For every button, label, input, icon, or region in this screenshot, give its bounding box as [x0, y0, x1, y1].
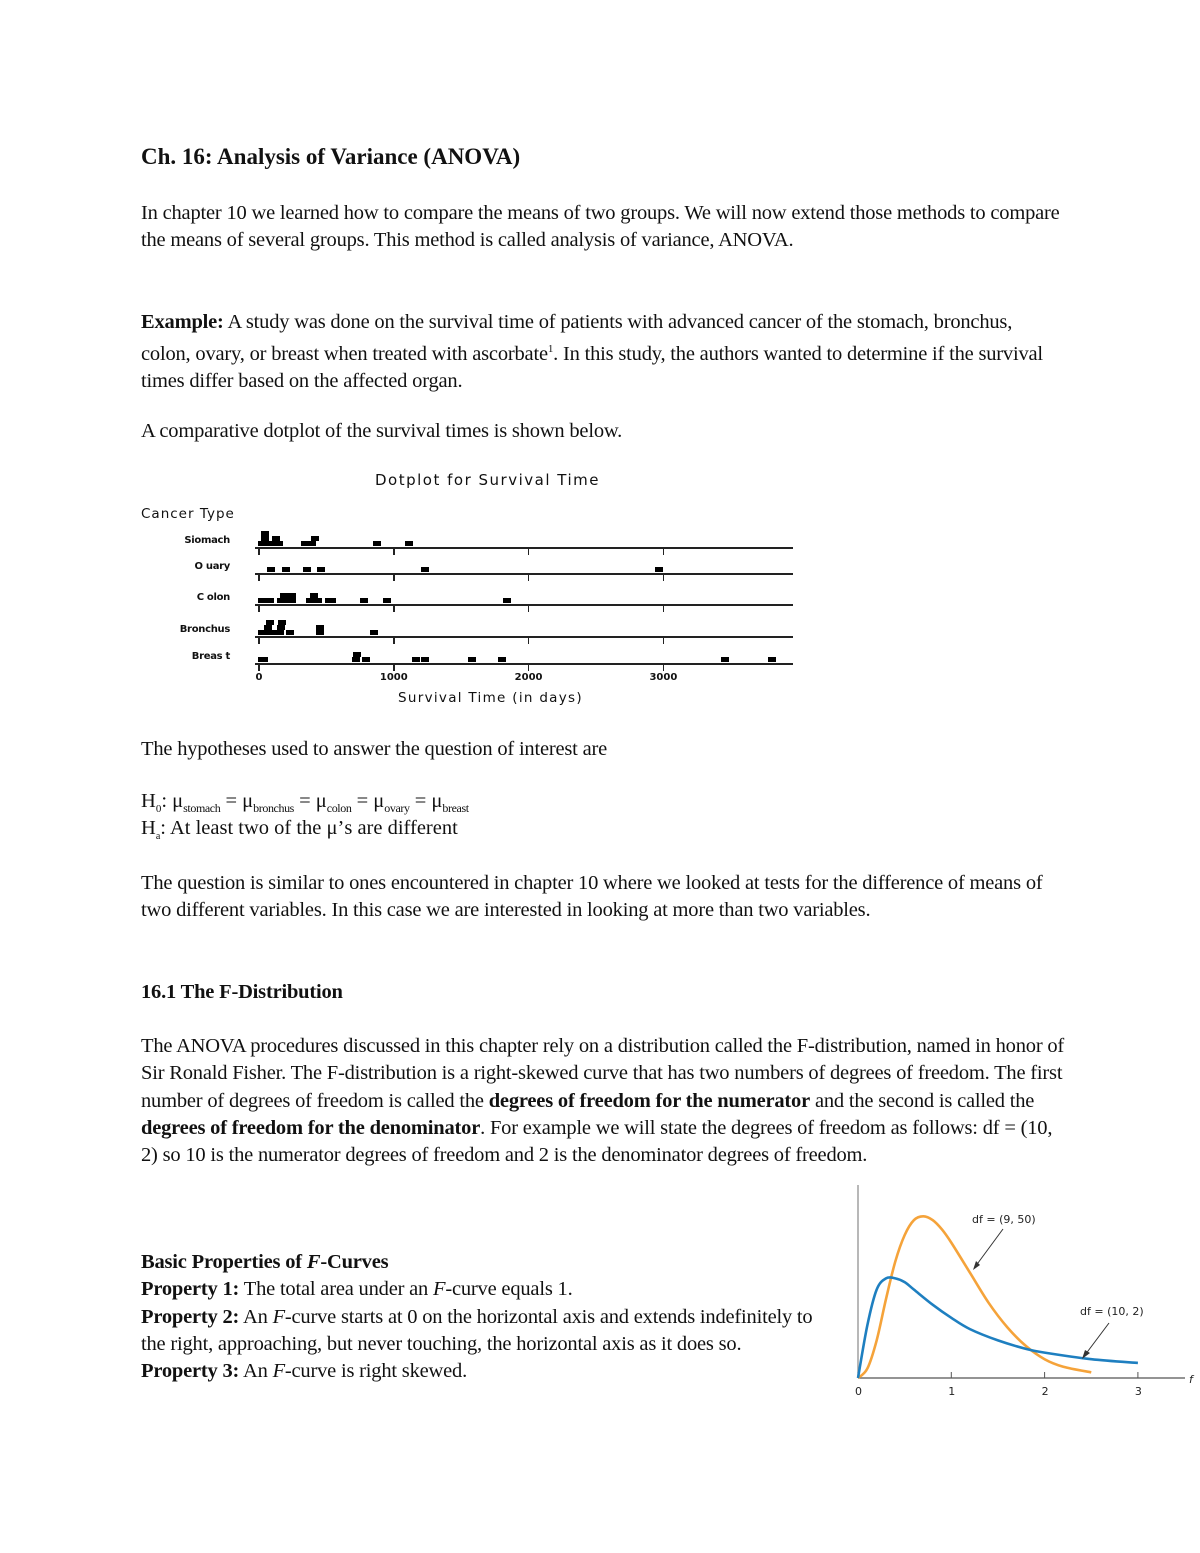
property-f: F	[272, 1360, 285, 1383]
fdist-bold-1: degrees of freedom for the numerator	[488, 1089, 811, 1112]
dotplot-tick	[663, 637, 665, 644]
dotplot-tick-label: 0	[255, 672, 263, 683]
dotplot-category-label: O uary	[194, 561, 230, 572]
dotplot-tick	[528, 574, 530, 581]
mu-subscript: breast	[442, 801, 469, 816]
mu-symbol: μ	[373, 790, 385, 812]
dotplot-tick	[393, 637, 395, 644]
property-text: -curve equals 1.	[445, 1278, 573, 1301]
dotplot-dot	[362, 657, 370, 662]
property-text: -curve is right skewed.	[284, 1360, 468, 1383]
dotplot-tick	[528, 664, 530, 671]
dotplot-dot	[317, 567, 325, 572]
alternative-hypothesis	[141, 817, 458, 842]
f-distribution-paragraph	[141, 1033, 1066, 1169]
dotplot-dot	[314, 598, 322, 603]
dotplot-tick	[258, 664, 260, 671]
dotplot-dot	[266, 620, 274, 625]
arrow-df-10-2	[1085, 1323, 1109, 1355]
dotplot-x-label: Survival Time (in days)	[398, 690, 583, 706]
label-df-9-50: df = (9, 50)	[972, 1213, 1036, 1226]
dotplot-dot	[277, 625, 285, 630]
dotplot-category-label: Bronchus	[179, 624, 230, 635]
dotplot-tick-label: 2000	[514, 672, 543, 683]
ha-sub: a	[155, 831, 161, 843]
f-tick-label: 2	[1041, 1385, 1049, 1398]
dotplot-tick	[663, 664, 665, 671]
dotplot-axis-line	[255, 604, 793, 606]
fdist-text-2: and the second is called the	[810, 1089, 1035, 1112]
fdist-bold-2: degrees of freedom for the denominator	[141, 1116, 481, 1139]
dotplot-category-label: Breas t	[191, 651, 230, 662]
f-curves-figure	[845, 1183, 1200, 1408]
dotplot-dot	[352, 657, 360, 662]
dotplot-dot	[383, 598, 391, 603]
dotplot-dot	[412, 657, 420, 662]
dotplot-category-label: Siomach	[184, 535, 230, 546]
dotplot-tick	[663, 574, 665, 581]
mu-subscript: colon	[326, 801, 352, 816]
dotplot-tick	[528, 605, 530, 612]
footnote-marker: 1	[547, 343, 554, 356]
dotplot-dot	[721, 657, 729, 662]
dotplot-dot	[768, 657, 776, 662]
heading-b: -Curves	[320, 1251, 389, 1273]
chapter-title: Ch. 16: Analysis of Variance (ANOVA)	[141, 144, 521, 169]
property-text: An	[239, 1305, 273, 1328]
dotplot-tick	[528, 637, 530, 644]
h0-label: H	[141, 790, 156, 812]
dotplot-dot	[421, 657, 429, 662]
dotplot-dot	[328, 598, 336, 603]
label-df-10-2: df = (10, 2)	[1080, 1305, 1144, 1318]
dotplot-dot	[266, 598, 274, 603]
arrow-df-9-50	[975, 1229, 1003, 1267]
property-f: F	[433, 1278, 446, 1301]
example-label: Example:	[141, 311, 224, 333]
dotplot-dot	[303, 567, 311, 572]
dotplot-tick	[393, 548, 395, 555]
heading-f: F	[306, 1251, 321, 1273]
property-3	[141, 1358, 831, 1385]
property-1	[141, 1276, 831, 1303]
dotplot-dot	[282, 567, 290, 572]
dotplot-tick	[393, 664, 395, 671]
property-label: Property 2:	[141, 1305, 240, 1328]
dotplot-dot	[311, 536, 319, 541]
mu-subscript: ovary	[384, 801, 410, 816]
dotplot-dot	[267, 567, 275, 572]
dotplot-dot	[655, 567, 663, 572]
dotplot-tick-label: 1000	[379, 672, 408, 683]
dotplot-title: Dotplot for Survival Time	[375, 471, 600, 489]
dotplot-dot	[261, 531, 269, 536]
property-text: -curve starts at 0 on the horizontal axis and extends indefinitely to the right, approaching, but never touching, the horizontal axis as it does so.	[141, 1305, 813, 1355]
dotplot-dot	[405, 541, 413, 546]
fdist-text-3: . For example we will state the degrees of freedom as follows: df = (10, 2) so 10 is the numerator degrees of freedom and 2 is the denominator degrees of freedom.	[141, 1116, 1053, 1167]
dotplot-dot	[276, 630, 284, 635]
dotplot-dot	[468, 657, 476, 662]
f-curve-line	[858, 1277, 1138, 1378]
dotplot-dot	[353, 652, 361, 657]
dotplot-axis-line	[255, 636, 793, 638]
dotplot-dot	[316, 630, 324, 635]
dotplot-tick-label: 3000	[649, 672, 678, 683]
f-tick-label: 0	[855, 1385, 862, 1398]
intro-paragraph: In chapter 10 we learned how to compare the means of two groups. We will now extend those methods to compare the means of several groups. This method is called analysis of variance, ANOVA.	[141, 202, 1060, 252]
example-text-a: A study was done on the survival time of patients with advanced cancer of the stomach, bronchus, colon, ovary, or breast when treated with ascorbate	[141, 311, 1013, 366]
mu-symbol: μ	[431, 790, 443, 812]
mu-symbol: μ	[315, 790, 327, 812]
property-text: An	[239, 1360, 273, 1383]
fdist-text-1: The ANOVA procedures discussed in this chapter rely on a distribution called the F-distribution, named in honor of Sir Ronald Fisher. The F-distribution is a right-skewed curve that has two numbers of degrees of freedom. The first number of degrees of freedom is called the	[141, 1035, 1065, 1112]
null-hypothesis: $H_0$: $\mu_{stomach} = \mu_{bronchus} = \mu_{colon} = \mu_{ovary} = \mu_{breast}$	[141, 790, 469, 816]
dotplot-dot	[308, 541, 316, 546]
dotplot-dot	[373, 541, 381, 546]
property-text: The total area under an	[239, 1278, 434, 1301]
heading-a: Basic Properties of	[141, 1251, 307, 1273]
dotplot-tick	[393, 605, 395, 612]
dotplot-dot	[260, 657, 268, 662]
property-label: Property 3:	[141, 1360, 240, 1383]
mu-symbol: μ	[242, 790, 254, 812]
f-curves-plot	[845, 1183, 1200, 1408]
dotplot-tick	[258, 574, 260, 581]
ha-text: : At least two of the μ’s are different	[160, 817, 458, 839]
dotplot-tick	[258, 637, 260, 644]
f-tick-label: 3	[1134, 1385, 1142, 1398]
property-2	[141, 1304, 831, 1359]
similar-paragraph: The question is similar to ones encountered in chapter 10 where we looked at tests for the difference of means of two different variables. In this case we are interested in looking at more than two variables.	[141, 872, 1043, 922]
ha-label: H	[141, 817, 156, 839]
dotplot-tick	[528, 548, 530, 555]
dotplot-dot	[421, 567, 429, 572]
dotplot-tick	[663, 548, 665, 555]
properties-block	[141, 1249, 831, 1385]
dotplot-dot	[316, 625, 324, 630]
dotplot-tick	[393, 574, 395, 581]
mu-symbol: μ	[172, 790, 184, 812]
dotplot-dot	[278, 620, 286, 625]
dotplot-tick	[663, 605, 665, 612]
h0-sub: 0	[155, 803, 162, 816]
property-f: F	[272, 1305, 285, 1328]
dotplot-dot	[306, 598, 314, 603]
dotplot-dot	[286, 630, 294, 635]
dotplot-dot	[360, 598, 368, 603]
dotplot-dot	[261, 541, 269, 546]
dotplot-axis-line	[255, 663, 793, 665]
example-text-b: . In this study, the authors wanted to determine if the survival times differ based on the affected organ.	[141, 343, 1043, 393]
survival-dotplot	[130, 465, 810, 715]
dotplot-axis-line	[255, 573, 793, 575]
f-tick-label: 1	[948, 1385, 956, 1398]
section-heading: 16.1 The F-Distribution	[141, 981, 343, 1003]
example-paragraph	[141, 309, 1066, 396]
dotplot-dot	[498, 657, 506, 662]
dotplot-axis-line	[255, 547, 793, 549]
property-label: Property 1:	[141, 1278, 240, 1301]
dotplot-dot	[503, 598, 511, 603]
dotplot-intro: A comparative dotplot of the survival times is shown below.	[141, 420, 623, 442]
x-axis-end-label: f	[1189, 1373, 1193, 1386]
dotplot-category-label: C olon	[196, 592, 230, 603]
dotplot-dot	[261, 536, 269, 541]
properties-heading	[141, 1249, 831, 1276]
dotplot-dot	[288, 598, 296, 603]
dotplot-tick	[258, 548, 260, 555]
hypotheses-intro: The hypotheses used to answer the question of interest are	[141, 738, 608, 760]
dotplot-dot	[370, 630, 378, 635]
dotplot-dot	[275, 541, 283, 546]
dotplot-y-label: Cancer Type	[141, 506, 235, 522]
mu-subscript: stomach	[183, 801, 221, 816]
mu-subscript: bronchus	[253, 801, 294, 816]
dotplot-dot	[258, 598, 266, 603]
dotplot-tick	[258, 605, 260, 612]
